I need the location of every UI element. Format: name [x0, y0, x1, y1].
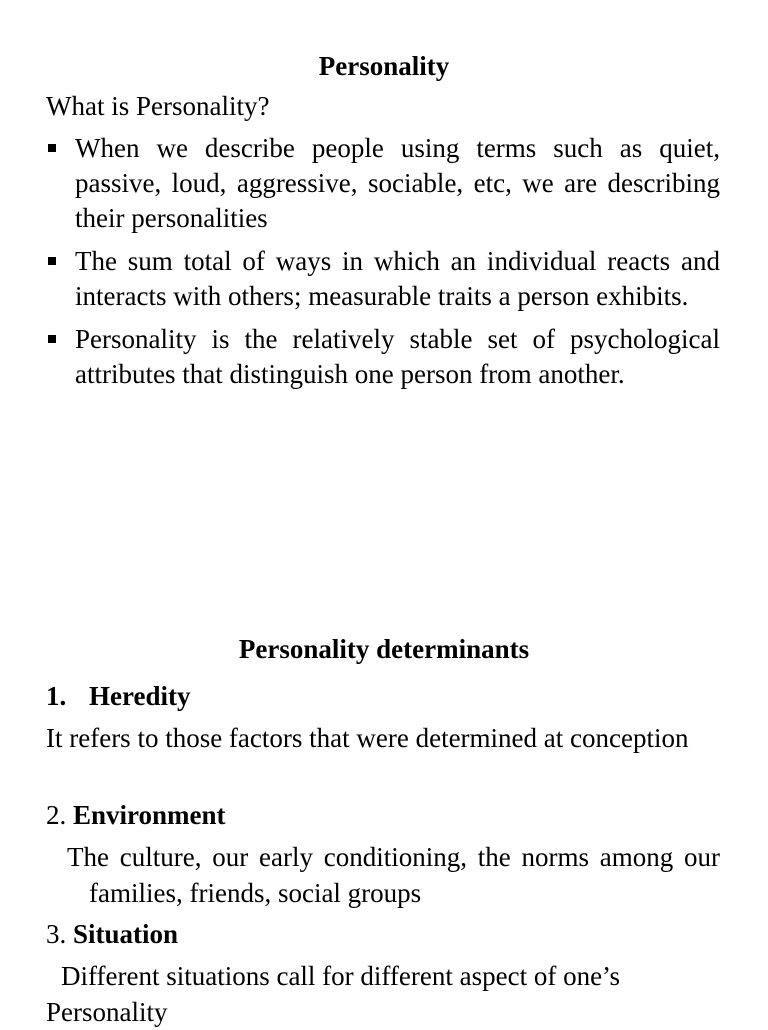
determinant-title: Situation	[73, 919, 179, 949]
determinant-description	[46, 958, 720, 1030]
list-item-text: Personality is the relatively stable set of psychological attributes that distinguish one person from another.	[75, 324, 720, 389]
determinant-number: 3.	[46, 919, 67, 949]
page-title: Personality	[318, 51, 450, 81]
definition-list	[46, 131, 720, 400]
determinant-description: It refers to those factors that were determined at conception	[46, 723, 689, 753]
square-bullet-icon	[48, 335, 56, 343]
square-bullet-icon	[48, 144, 56, 152]
determinant-title: Environment	[73, 800, 226, 830]
determinant-description: The culture, our early conditioning, the norms among our families, friends, social groups	[67, 842, 720, 908]
description-line: Personality	[46, 997, 168, 1027]
determinant-heading-environment	[46, 797, 720, 833]
determinant-heading-heredity	[46, 678, 720, 714]
list-item-text: The sum total of ways in which an individual reacts and interacts with others; measurable traits a person exhibits.	[75, 246, 720, 311]
description-line: Different situations call for different aspect of one’s	[61, 961, 621, 991]
determinant-number: 1.	[46, 681, 67, 711]
section-title: Personality determinants	[238, 634, 530, 664]
list-item	[46, 131, 720, 236]
question-heading: What is Personality?	[46, 91, 270, 121]
determinant-heading-situation	[46, 916, 720, 952]
determinant-title: Heredity	[89, 681, 191, 711]
determinant-number: 2.	[46, 800, 67, 830]
list-item	[46, 322, 720, 392]
square-bullet-icon	[48, 257, 56, 265]
list-item	[46, 244, 720, 314]
list-item-text: When we describe people using terms such as quiet, passive, loud, aggressive, sociable, etc, we are describing their personalities	[75, 133, 720, 233]
